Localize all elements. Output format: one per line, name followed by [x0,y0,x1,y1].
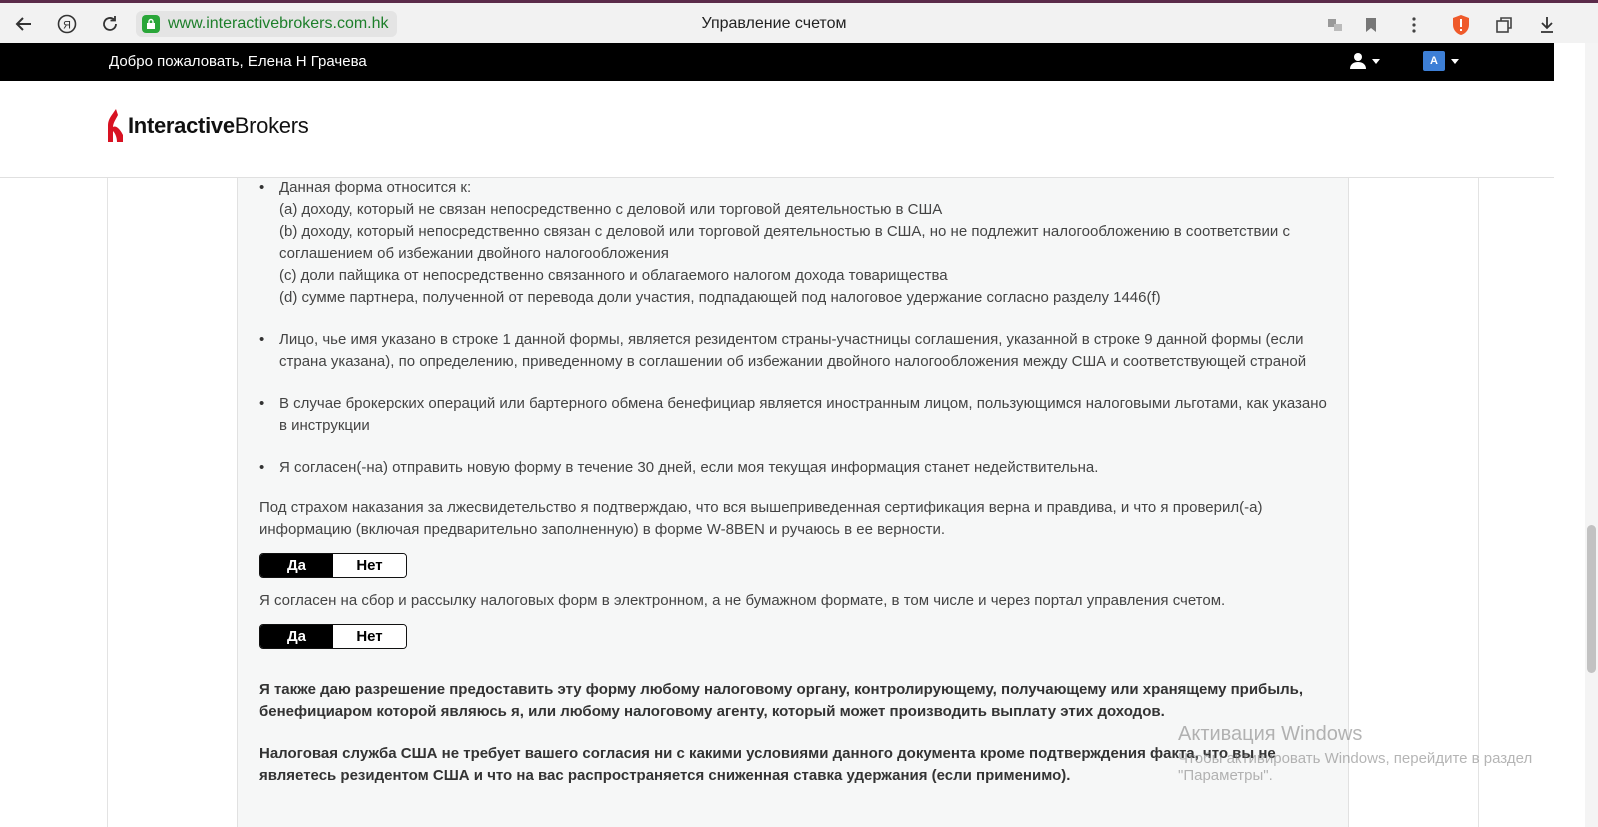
certification-section [259,178,1329,787]
list-item [259,393,1329,437]
logo-text: InteractiveBrokers [128,113,309,138]
list-line: (d) сумме партнера, полученной от перевода доли участия, подпадающей под налоговое удержание согласно разделу 1446(f) [279,289,1161,306]
perjury-no-button[interactable]: Нет [333,554,406,577]
svg-text:Я: Я [63,19,71,32]
list-line: (a) доходу, который не связан непосредственно с деловой или торговой деятельностью в США [279,201,943,218]
welcome-text: Добро пожаловать, Елена Н Грачева [109,53,367,70]
user-icon [1350,52,1366,70]
chevron-down-icon [1451,59,1459,64]
welcome-bar [0,43,1554,81]
site-header [0,81,1554,178]
electronic-consent-text: Я согласен на сбор и рассылку налоговых форм в электронном, а не бумажном формате, в том числе и через портал управления счетом. [259,592,1226,609]
authorization-text: Я также даю разрешение предоставить эту форму любому налоговому органу, контролирующему, получающему или хранящему прибыль, бенефициаром которой являюсь я, или любому налоговому агенту, который может производить выплату этих доходов. [259,681,1304,720]
watermark-subtitle: Чтобы активировать Windows, перейдите в раздел [1178,750,1533,767]
list-line: • Данная форма относится к: [279,179,472,196]
list-line: • В случае брокерских операций или бартерного обмена бенефициар является иностранным лицом, пользующимся налоговыми льготами, как указано в инструкции [279,395,1327,434]
chevron-down-icon [1372,59,1380,64]
url-text: www.interactivebrokers.com.hk [168,15,389,32]
list-item [259,457,1329,479]
logo-flame-icon [106,109,124,143]
irs-notice-text: Налоговая служба США не требует вашего согласия ни с какими условиями данного документа кроме подтверждения факта, что вы не являетесь резидентом США и что на вас распространяется сниженная ставка удержания (если применимо). [259,745,1276,784]
electronic-consent-toggle[interactable] [259,624,407,649]
menu-dots-icon[interactable] [1403,14,1425,36]
electronic-no-button[interactable]: Нет [333,625,406,648]
list-item [259,177,1329,309]
tab-title: Управление счетом [701,15,847,32]
download-icon[interactable] [1536,14,1558,36]
windows-activation-watermark [1178,723,1532,784]
list-line: • Лицо, чье имя указано в строке 1 данной формы, является резидентом страны-участницы соглашения, указанной в строке 9 данной формы (если страна указана), по определению, приведенному в соглашении об избежании двойного налогообложения между США и соответствующей страной [279,331,1307,370]
bookmark-icon[interactable] [1360,14,1382,36]
language-icon: A [1423,51,1445,71]
list-line: • Я согласен(-на) отправить новую форму в течение 30 дней, если моя текущая информация станет недействительна. [279,459,1099,476]
scrollbar-thumb[interactable] [1587,525,1596,673]
perjury-statement: Под страхом наказания за лжесвидетельство я подтверждаю, что вся вышеприведенная сертификация верна и правдива, и что я проверил(-а) информацию (включая предварительно заполненную) в форме W-8BEN и ручаюсь в ее верности. [259,499,1263,538]
perjury-toggle[interactable] [259,553,407,578]
translate-icon[interactable] [1324,14,1346,36]
electronic-yes-button[interactable]: Да [260,625,333,648]
collections-icon[interactable] [1493,14,1515,36]
page-scrollbar[interactable] [1585,43,1598,827]
ib-logo[interactable] [106,109,308,143]
browser-toolbar [0,0,1598,43]
perjury-yes-button[interactable]: Да [260,554,333,577]
user-menu[interactable] [1350,52,1380,70]
list-line: (c) доли пайщика от непосредственно связанного и облагаемого налогом дохода товарищества [279,267,948,284]
protect-icon[interactable] [1450,14,1472,36]
certification-list [259,177,1329,479]
list-line: (b) доходу, который непосредственно связан с деловой или торговой деятельностью в США, но не подлежит налогообложению в соответствии с соглашением об избежании двойного налогообложения [279,223,1290,262]
watermark-title: Активация Windows [1178,723,1363,745]
list-item [259,329,1329,373]
language-menu[interactable] [1423,51,1459,71]
watermark-subtitle-2: "Параметры". [1178,767,1273,784]
